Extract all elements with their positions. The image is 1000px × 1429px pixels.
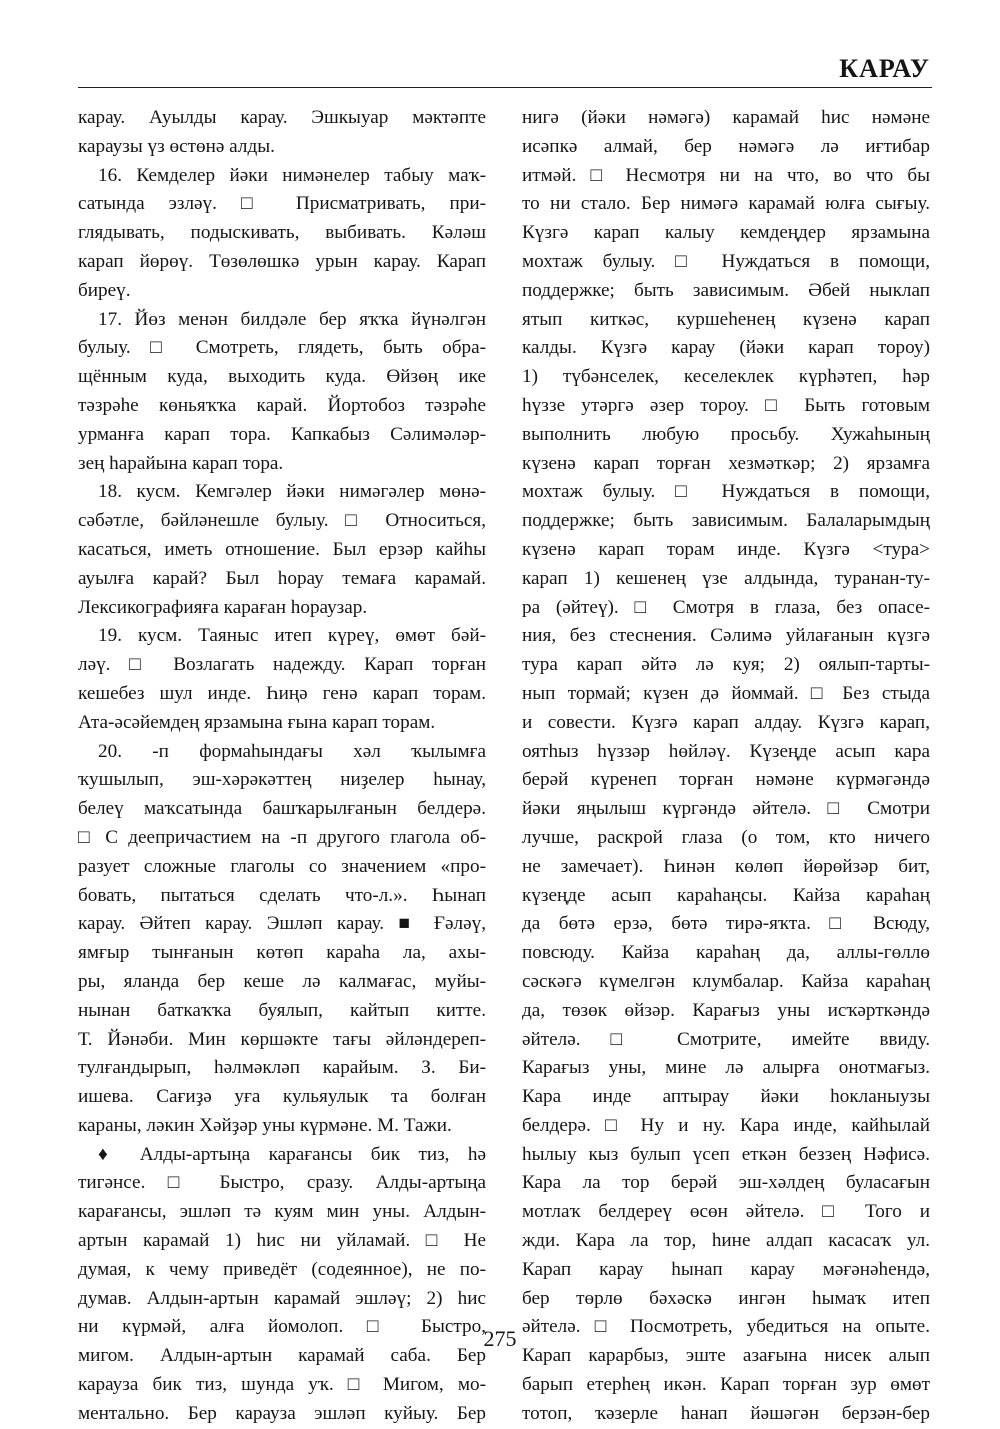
page-number: 275 [483, 1326, 517, 1351]
text-line: ишева. Сағиҙә уға кульяулык та болған [78, 1086, 486, 1108]
text-line: белеү маҡсатында башҡарылғанын белдерә. [78, 798, 486, 820]
text-line: һүззе утәргә әзер тороу. □ Быть готовым [522, 394, 930, 416]
text-line: Лексикографияға караған һораузар. [78, 596, 368, 618]
text-line: Карап карарбыз, эште азағына нисек алып [522, 1345, 930, 1367]
text-line: кешебез шул инде. Һиңә генә карап торам. [78, 682, 486, 704]
text-line: күзенә карап торған хезмәткәр; 2) ярзамға [522, 452, 930, 474]
text-line: бовать, пытаться сделать что-л.». Һынап [78, 884, 486, 906]
text-line: күзенә карап торам инде. Күзгә <тура> [522, 538, 930, 560]
text-line: поддержке; быть зависимым. Балаларымдың [522, 510, 930, 532]
text-line: бер төрлө бәхәскә ингән һымаҡ итеп [522, 1287, 930, 1309]
text-line: ямғыр тынғанын көтөп караһа ла, ахы- [78, 942, 486, 964]
text-line: карау. Әйтеп карау. Эшләп карау. ■ Ғәләү, [78, 913, 486, 935]
text-line: 16. Кемделер йәки нимәнелер табыу маҡ- [98, 164, 486, 186]
text-line: повсюду. Кайза караһаң да, аллы-гөллө [522, 942, 930, 964]
text-line: Ата-әсәйемдең ярзамына ғына карап торам. [78, 711, 436, 733]
text-line: тотоп, ҡәзерле һанап йәшәгән берзән-бер [522, 1402, 930, 1424]
text-line: 1) түбәнселек, кеселеклек күрһәтеп, һәр [522, 366, 930, 388]
text-line: берәй күренеп торған нәмәне күрмәгәндә [522, 769, 930, 791]
text-line: ♦ Алды-артыңа карағансы бик тиз, һә [98, 1143, 486, 1165]
text-line: барып етерһең икән. Карап торған зур өмөт [522, 1374, 930, 1396]
text-line: тулғандырып, һәлмәкләп карайым. З. Би- [78, 1057, 486, 1079]
text-line: думав. Алдын-артын карамай эшләү; 2) һис [78, 1287, 486, 1309]
text-line: выполнить любую просьбу. Хужаһының [522, 423, 930, 445]
text-line: нигә (йәки нәмәгә) карамай һис нәмәне [522, 107, 930, 128]
text-line: лучше, раскрой глаза (о том, кто ничего [522, 826, 930, 848]
text-line: тәзрәһе көньяҡҡа карай. Йортобоз тәзрәһе [78, 394, 486, 416]
text-line: караузы үз өстөнә алды. [78, 135, 275, 157]
text-line: карауза бик тиз, шунда уҡ. □ Мигом, мо- [78, 1374, 486, 1396]
text-line: поддержке; быть зависимым. Әбей ныклап [522, 279, 930, 301]
text-line: ятып киткәс, куршеһенең күзенә карап [522, 308, 930, 330]
text-line: Кара ла тор берәй эш-хәлдең буласағын [522, 1172, 930, 1194]
text-line: мохтаж булыу. □ Нуждаться в помощи, [522, 250, 930, 272]
text-line: әйтелә. □ Посмотреть, убедиться на опыте. [522, 1316, 930, 1338]
text-line: артын карамай 1) һис ни уйламай. □ Не [78, 1230, 486, 1252]
text-line: йәки яңылыш күргәндә әйтелә. □ Смотри [522, 798, 930, 820]
text-line: думая, к чему приведёт (содеянное), не по- [78, 1258, 486, 1280]
text-line: нынан баткаҡҡа буялып, кайтып китте. [78, 999, 486, 1021]
text-line: карағансы, эшләп тә куям мин уны. Алдын- [78, 1201, 486, 1223]
text-line: белдерә. □ Ну и ну. Кара инде, кайһылай [522, 1114, 930, 1136]
text-line: 20. -п формаһындағы хәл ҡылымға [98, 740, 486, 762]
text-line: оятһыз һүззәр һөйләү. Күзеңде асып кара [522, 740, 930, 762]
text-line: ры, яланда бер кеше лә калмағас, муйы- [78, 970, 486, 992]
text-line: сатында эзләү. □ Присматривать, при- [78, 193, 486, 215]
text-line: 18. кусм. Кемгәлер йәки нимәгәлер мөнә- [98, 481, 486, 503]
header-rule [78, 87, 932, 88]
text-line: Карап карау һынап карау мәғәнәһендә, [522, 1258, 930, 1280]
text-line: 19. кусм. Таяныс итеп күреү, өмөт бәй- [98, 625, 486, 647]
text-line: Карағыз уны, мине лә алырға онотмағыз. [522, 1057, 930, 1079]
text-line: ни күрмәй, алға йомолоп. □ Быстро, [78, 1316, 486, 1338]
text-line: Күзгә карап калыу кемдеңдер ярзамына [522, 222, 930, 244]
text-line: караны, ләкин Хәйҙәр уны күрмәне. М. Тажи. [78, 1114, 452, 1136]
text-line: и совести. Күзгә карап алдау. Күзгә карап, [522, 711, 930, 733]
text-line: нып тормай; күзен дә йоммай. □ Без стыда [522, 682, 930, 704]
text-line: һылыу кыз булып үсеп еткән беззең Нәфисә. [522, 1143, 930, 1165]
running-head: КАРАУ [839, 54, 930, 83]
text-line: исәпкә алмай, бер нәмәгә лә иғтибар [522, 135, 930, 157]
text-line: карап 1) кешенең үзе алдында, туранан-ту- [522, 567, 930, 589]
text-line: Кара инде аптырау йәки һокланыузы [522, 1086, 930, 1108]
text-line: ра (әйтеү). □ Смотря в глаза, без опасе- [522, 596, 930, 618]
text-line: итмәй. □ Несмотря ни на что, во что бы [522, 164, 930, 186]
text-line: мигом. Алдын-артын карамай саба. Бер [78, 1345, 486, 1367]
text-line: да, төзөк өйзәр. Карағыз уны исҡәрткәндә [522, 999, 930, 1021]
text-line: ния, без стеснения. Сәлимә уйлағанын күзгә [522, 625, 930, 647]
text-line: не замечает). Һинән көлөп йөрөйзәр бит, [522, 855, 930, 877]
text-line: разует сложные глаголы со значением «про- [78, 855, 486, 877]
text-line: күзеңде асып караһаңсы. Кайза караһаң [522, 884, 930, 906]
text-line: зең һарайына карап тора. [78, 452, 284, 474]
text-line: ментально. Бер карауза эшләп куйыу. Бер [78, 1402, 486, 1424]
text-line: 17. Йөз менән билдәле бер яҡҡа йүнәлгән [98, 308, 486, 330]
text-line: ҡушылып, эш-хәрәкәттең ниҙелер һынау, [78, 769, 486, 791]
text-line: да бөтә ерзә, бөтә тирә-яҡта. □ Всюду, [522, 913, 930, 935]
text-line: ләү. □ Возлагать надежду. Карап торған [78, 654, 486, 676]
text-line: то ни стало. Бер нимәгә карамай юлға сығыу. [522, 193, 930, 215]
text-line: әйтелә. □ Смотрите, имейте ввиду. [522, 1028, 930, 1050]
text-line: глядывать, подыскивать, выбивать. Кәләш [78, 222, 486, 244]
text-line: ауылға карай? Был һорау темаға карамай. [78, 567, 486, 589]
right-column [522, 104, 930, 1429]
text-line: сәбәтле, бәйләнешле булыу. □ Относиться, [78, 510, 486, 532]
text-line: сәскәгә күмелгән клумбалар. Кайза караһаң [522, 970, 930, 992]
text-line: биреү. [78, 279, 131, 301]
text-line: мотлаҡ белдереү өсөн әйтелә. □ Того и [522, 1201, 930, 1223]
text-line: тура карап әйтә лә куя; 2) оялып-тарты- [522, 654, 930, 676]
text-line: калды. Күзгә карау (йәки карап тороу) [522, 337, 930, 359]
text-line: карап йөрөү. Төзөлөшкә урын карау. Карап [78, 250, 486, 272]
text-line: тигәнсе. □ Быстро, сразу. Алды-артыңа [78, 1172, 486, 1194]
left-column [78, 104, 486, 1429]
text-line: щённым куда, выходить куда. Өйзөң ике [78, 366, 486, 388]
text-line: □ С деепричастием на -п другого глагола об- [78, 826, 486, 848]
text-line: жди. Кара ла тор, һине алдап касасаҡ ул. [522, 1230, 930, 1252]
text-line: булыу. □ Смотреть, глядеть, быть обра- [78, 337, 486, 359]
text-line: Т. Йәнәби. Мин көршәкте тағы әйләндереп- [78, 1028, 486, 1050]
text-line: карау. Ауылды карау. Эшкыуар мәктәпте [78, 107, 486, 128]
text-line: мохтаж булыу. □ Нуждаться в помощи, [522, 481, 930, 503]
text-line: урманға карап тора. Капкабыз Сәлимәләр- [78, 423, 486, 445]
text-line: касаться, иметь отношение. Был ерзәр кайһы [78, 538, 486, 560]
